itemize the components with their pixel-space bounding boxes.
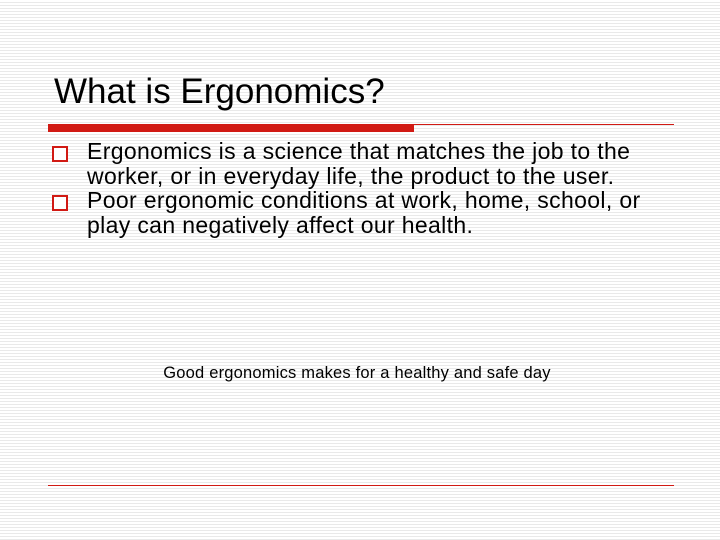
slide-title: What is Ergonomics? [54,72,385,111]
footer-note: Good ergonomics makes for a healthy and safe day [163,364,551,382]
title-underline-accent [48,124,414,132]
bullet-text: Poor ergonomic conditions at work, home, school, or play can negatively affect our health. [87,187,641,238]
bullet-text: Ergonomics is a science that matches the job to the worker, or in everyday life, the product to the user. [87,138,631,189]
hollow-square-bullet-icon [52,195,68,211]
bullet-item [48,139,658,188]
bullet-list [48,139,658,237]
bullet-item [48,188,658,237]
hollow-square-bullet-icon [52,146,68,162]
bottom-divider [48,485,674,486]
title-underline-line [414,124,674,125]
